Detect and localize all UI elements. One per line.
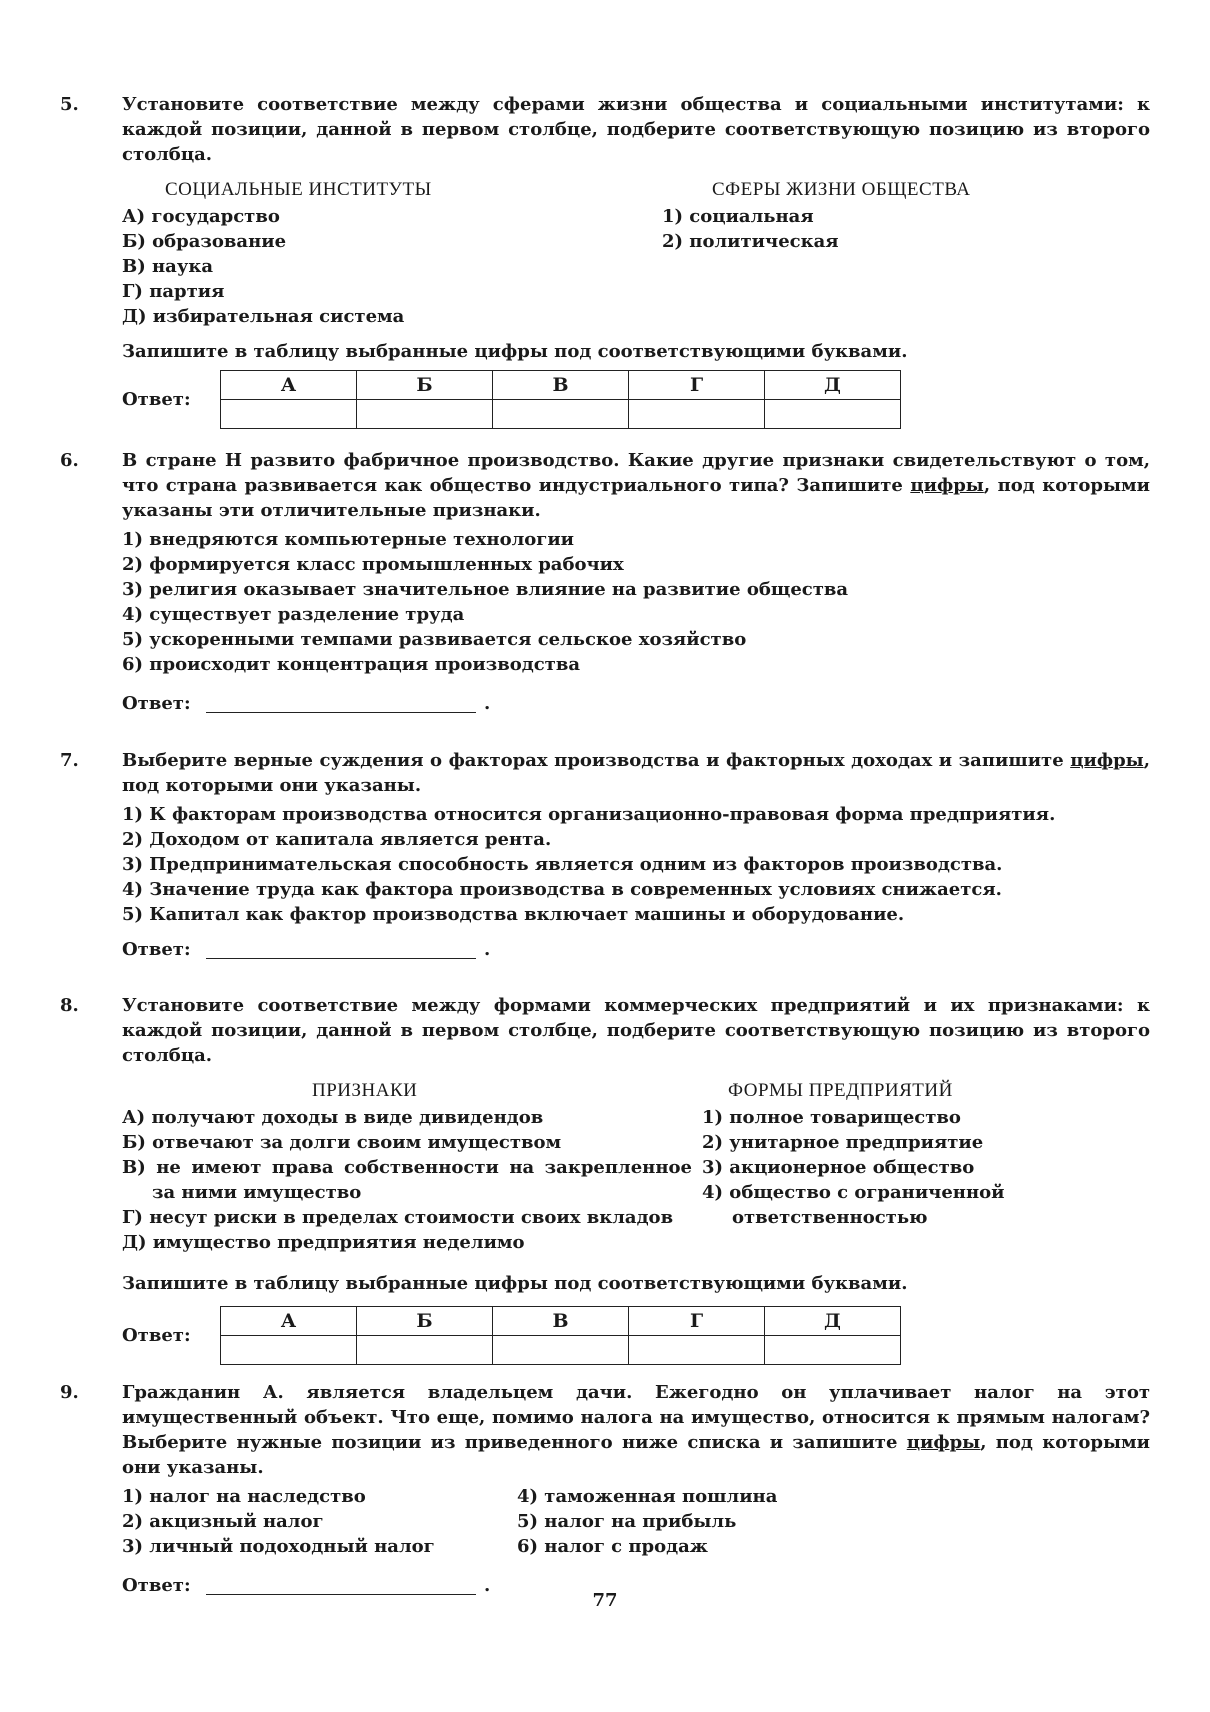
answer-label: Ответ: <box>122 693 191 714</box>
list-item: 2) унитарное предприятие <box>702 1132 984 1153</box>
answer-letter: В <box>493 1307 629 1336</box>
answer-label: Ответ: <box>122 939 191 960</box>
answer-cell[interactable] <box>357 1336 493 1365</box>
left-column-heading: СОЦИАЛЬНЫЕ ИНСТИТУТЫ <box>165 179 432 200</box>
answer-cell[interactable] <box>493 400 629 429</box>
list-item: Д) избирательная система <box>122 306 405 327</box>
task-9 <box>60 1380 1150 1598</box>
list-item: 5) налог на прибыль <box>517 1511 737 1532</box>
list-item: Б) образование <box>122 231 287 252</box>
task-question: В стране Н развито фабричное производство. Какие другие признаки свидетельствуют о том, что страна развивается как общество индустриального типа? Запишите цифры, под которыми указаны эти отличительные признаки. <box>122 450 1150 521</box>
list-item: 2) акцизный налог <box>122 1511 324 1532</box>
task-8 <box>60 993 1150 1365</box>
list-item: 1) налог на наследство <box>122 1486 366 1507</box>
answer-letter: А <box>221 371 357 400</box>
answer-label: Ответ: <box>122 389 191 410</box>
task-7 <box>60 748 1150 962</box>
answer-label: Ответ: <box>122 1325 191 1346</box>
list-item: 1) К факторам производства относится организационно-правовая форма предприятия. <box>122 804 1056 825</box>
list-item: 4) существует разделение труда <box>122 604 465 625</box>
keyword: цифры <box>906 1432 981 1453</box>
list-item: 1) социальная <box>662 206 814 227</box>
list-item: 3) акционерное общество <box>702 1157 975 1178</box>
answer-letter: Д <box>765 1307 901 1336</box>
list-item: В) наука <box>122 256 214 277</box>
list-item: 4) общество с ограниченной ответственностью <box>702 1182 1005 1228</box>
list-item: 3) Предпринимательская способность является одним из факторов производства. <box>122 854 1003 875</box>
list-item: 5) ускоренными темпами развивается сельское хозяйство <box>122 629 747 650</box>
answer-table <box>220 370 901 429</box>
list-item: 4) таможенная пошлина <box>517 1486 778 1507</box>
right-column-heading: СФЕРЫ ЖИЗНИ ОБЩЕСТВА <box>712 179 971 200</box>
task-number: 5. <box>60 94 79 115</box>
answer-label: Ответ: <box>122 1575 191 1596</box>
answer-letter: Г <box>629 1307 765 1336</box>
answer-letter: Д <box>765 371 901 400</box>
answer-letter: А <box>221 1307 357 1336</box>
list-item: 4) Значение труда как фактора производства в современных условиях снижается. <box>122 879 1002 900</box>
list-item: 3) личный подоходный налог <box>122 1536 435 1557</box>
task-question: Установите соответствие между сферами жизни общества и социальными институтами: к каждой позиции, данной в первом столбце, подберите соответствующую позицию из второго столбца. <box>122 94 1150 165</box>
task-number: 7. <box>60 750 79 771</box>
answer-letter: Г <box>629 371 765 400</box>
task-question: Выберите верные суждения о факторах производства и факторных доходах и запишите цифры, под которыми они указаны. <box>122 750 1150 796</box>
left-column-heading: ПРИЗНАКИ <box>312 1080 418 1101</box>
task-number: 6. <box>60 450 79 471</box>
answer-cell[interactable] <box>765 1336 901 1365</box>
answer-cell[interactable] <box>629 400 765 429</box>
answer-cell[interactable] <box>221 400 357 429</box>
list-item: 1) полное товарищество <box>702 1107 961 1128</box>
list-item: 5) Капитал как фактор производства включает машины и оборудование. <box>122 904 905 925</box>
answer-cell[interactable] <box>629 1336 765 1365</box>
table-instruction: Запишите в таблицу выбранные цифры под соответствующими буквами. <box>122 1273 908 1294</box>
list-item: 2) Доходом от капитала является рента. <box>122 829 552 850</box>
list-item: 1) внедряются компьютерные технологии <box>122 529 575 550</box>
table-instruction: Запишите в таблицу выбранные цифры под соответствующими буквами. <box>122 341 908 362</box>
answer-field[interactable] <box>206 695 476 713</box>
list-item: В) не имеют права собственности на закрепленное за ними имущество <box>122 1157 692 1203</box>
answer-letter: В <box>493 371 629 400</box>
task-number: 9. <box>60 1382 79 1403</box>
list-item: Д) имущество предприятия неделимо <box>122 1232 525 1253</box>
list-item: 6) налог с продаж <box>517 1536 708 1557</box>
list-item: 6) происходит концентрация производства <box>122 654 581 675</box>
answer-cell[interactable] <box>221 1336 357 1365</box>
answer-period: . <box>484 693 491 714</box>
keyword: цифры <box>910 475 984 496</box>
task-question: Установите соответствие между формами коммерческих предприятий и их признаками: к каждой позиции, данной в первом столбце, подберите соответствующую позицию из второго столбца. <box>122 995 1150 1066</box>
list-item: 3) религия оказывает значительное влияние на развитие общества <box>122 579 849 600</box>
task-question: Гражданин А. является владельцем дачи. Ежегодно он уплачивает налог на этот имущественный объект. Что еще, помимо налога на имущество, относится к прямым налогам? Выберите нужные позиции из приведенного ниже списка и запишите цифры, под которыми они указаны. <box>122 1382 1150 1478</box>
task-5 <box>60 92 1150 429</box>
list-item: Г) несут риски в пределах стоимости своих вкладов <box>122 1207 674 1228</box>
list-item: А) государство <box>122 206 280 227</box>
task-number: 8. <box>60 995 79 1016</box>
answer-period: . <box>484 1575 491 1596</box>
answer-cell[interactable] <box>493 1336 629 1365</box>
right-column-heading: ФОРМЫ ПРЕДПРИЯТИЙ <box>728 1080 953 1101</box>
answer-cell[interactable] <box>765 400 901 429</box>
list-item: А) получают доходы в виде дивидендов <box>122 1107 544 1128</box>
answer-cell[interactable] <box>357 400 493 429</box>
answer-letter: Б <box>357 1307 493 1336</box>
list-item: Б) отвечают за долги своим имуществом <box>122 1132 562 1153</box>
answer-field[interactable] <box>206 941 476 959</box>
keyword: цифры <box>1070 750 1144 771</box>
list-item: Г) партия <box>122 281 225 302</box>
page-number: 77 <box>592 1590 618 1611</box>
answer-table <box>220 1306 901 1365</box>
list-item: 2) политическая <box>662 231 839 252</box>
answer-letter: Б <box>357 371 493 400</box>
task-6 <box>60 448 1150 716</box>
answer-period: . <box>484 939 491 960</box>
list-item: 2) формируется класс промышленных рабочих <box>122 554 624 575</box>
